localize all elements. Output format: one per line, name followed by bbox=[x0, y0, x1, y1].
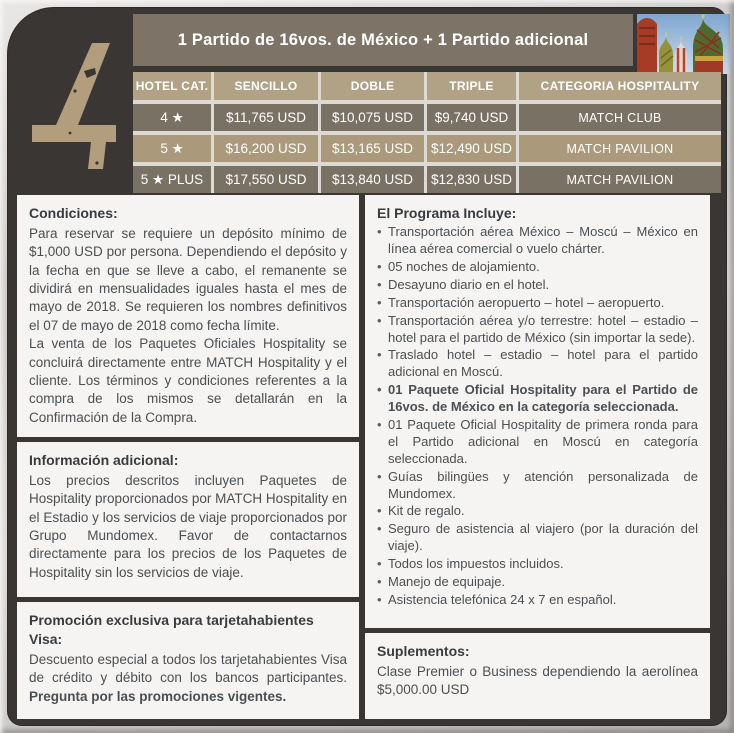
programa-item: • Transportación aérea México – Moscú – México en línea aérea comercial o vuelo chárter. bbox=[377, 224, 698, 258]
title-bar bbox=[133, 14, 633, 66]
panel-suplementos bbox=[365, 633, 710, 719]
condiciones-heading: Condiciones: bbox=[29, 205, 118, 221]
programa-item: • 05 noches de alojamiento. bbox=[377, 259, 698, 276]
left-column bbox=[17, 195, 359, 719]
suplementos-heading: Suplementos: bbox=[377, 643, 470, 659]
col-header-sencillo: SENCILLO bbox=[214, 72, 318, 100]
price-cell: $16,200 USD bbox=[214, 135, 318, 162]
hotel-cat-cell: 4 ★ bbox=[133, 104, 211, 131]
hospitality-category-cell: MATCH PAVILION bbox=[519, 135, 721, 162]
pricing-table bbox=[133, 72, 721, 193]
price-cell: $12,830 USD bbox=[427, 166, 516, 193]
programa-item: • Transportación aeropuerto – hotel – aeropuerto. bbox=[377, 295, 698, 312]
programa-item: • Manejo de equipaje. bbox=[377, 574, 698, 591]
programa-item: • Transportación aérea y/o terrestre: hotel – estadio – hotel para el partido de México (sin importar la sede). bbox=[377, 313, 698, 347]
suplementos-paragraph: Clase Premier o Business dependiendo la aerolínea $5,000.00 USD bbox=[377, 664, 698, 698]
cathedral-photo bbox=[637, 14, 730, 74]
condiciones-paragraph: Para reservar se requiere un depósito mínimo de $1,000 USD por persona. Dependiendo el depósito y la fecha en que se lleve a cabo, el remanente se dividirá en mensualidades iguales hasta el mes de mayo de 2018. Se requieren los nombres definitivos el 07 de mayo de 2018 como fecha límite. bbox=[29, 226, 347, 333]
price-cell: $13,840 USD bbox=[321, 166, 424, 193]
programa-item: • Seguro de asistencia al viajero (por la duración del viaje). bbox=[377, 521, 698, 555]
hospitality-category-cell: MATCH PAVILION bbox=[519, 166, 721, 193]
programa-item: • Desayuno diario en el hotel. bbox=[377, 277, 698, 294]
price-cell: $13,165 USD bbox=[321, 135, 424, 162]
condiciones-paragraph: La venta de los Paquetes Oficiales Hospitality se concluirá directamente entre MATCH Hospitality y el cliente. Los términos y condiciones referentes a la compra de los mismos se detallarán en la Confirmación de la Compra. bbox=[29, 336, 347, 425]
col-header-doble: DOBLE bbox=[321, 72, 424, 100]
price-cell: $11,765 USD bbox=[214, 104, 318, 131]
hotel-cat-cell: 5 ★ bbox=[133, 135, 211, 162]
col-header-triple: TRIPLE bbox=[427, 72, 516, 100]
price-cell: $12,490 USD bbox=[427, 135, 516, 162]
hotel-cat-cell: 5 ★ PLUS bbox=[133, 166, 211, 193]
price-cell: $17,550 USD bbox=[214, 166, 318, 193]
programa-item: • Guías bilingües y atención personalizada de Mundomex. bbox=[377, 469, 698, 503]
informacion-heading: Información adicional: bbox=[29, 452, 179, 468]
panel-promocion-visa bbox=[17, 602, 359, 719]
page-title: 1 Partido de 16vos. de México + 1 Partido adicional bbox=[177, 30, 589, 49]
st-basils-cathedral-icon bbox=[637, 14, 730, 74]
flyer-card bbox=[8, 8, 726, 725]
panel-condiciones bbox=[17, 195, 359, 437]
right-column bbox=[365, 195, 710, 719]
programa-list bbox=[377, 224, 698, 609]
programa-item: • 01 Paquete Oficial Hospitality para el Partido de 16vos. de México en la categoría seleccionada. bbox=[377, 382, 698, 416]
package-number-4-numeral bbox=[32, 42, 120, 172]
hospitality-category-cell: MATCH CLUB bbox=[519, 104, 721, 131]
promocion-paragraph bbox=[29, 651, 347, 706]
panel-programa-incluye bbox=[365, 195, 710, 628]
programa-heading: El Programa Incluye: bbox=[377, 205, 517, 221]
price-cell: $10,075 USD bbox=[321, 104, 424, 131]
programa-item: • 01 Paquete Oficial Hospitality de primera ronda para el Partido adicional en Moscú en categoría seleccionada. bbox=[377, 417, 698, 468]
programa-item: • Kit de regalo. bbox=[377, 503, 698, 520]
programa-item: • Todos los impuestos incluidos. bbox=[377, 556, 698, 573]
price-cell: $9,740 USD bbox=[427, 104, 516, 131]
promocion-bold-text: Pregunta por las promociones vigentes. bbox=[29, 688, 287, 704]
promocion-heading: Promoción exclusiva para tarjetahabientes Visa: bbox=[29, 612, 314, 648]
content-area bbox=[17, 195, 710, 719]
promocion-text: Descuento especial a todos los tarjetahabientes Visa de crédito y débito con los bancos participantes. bbox=[29, 652, 347, 686]
programa-item: • Traslado hotel – estadio – hotel para el partido adicional en Moscú. bbox=[377, 347, 698, 381]
col-header-hotel-cat: HOTEL CAT. bbox=[133, 72, 211, 100]
panel-informacion-adicional bbox=[17, 442, 359, 597]
informacion-paragraph: Los precios descritos incluyen Paquetes de Hospitality proporcionados por MATCH Hospitality en el Estadio y los servicios de viaje proporcionados por Grupo Mundomex. Favor de contactarnos directamente para los precios de los Paquetes de Hospitality sin los servicios de viaje. bbox=[29, 473, 347, 580]
programa-item: • Asistencia telefónica 24 x 7 en español. bbox=[377, 592, 698, 609]
col-header-categoria: CATEGORIA HOSPITALITY bbox=[519, 72, 721, 100]
